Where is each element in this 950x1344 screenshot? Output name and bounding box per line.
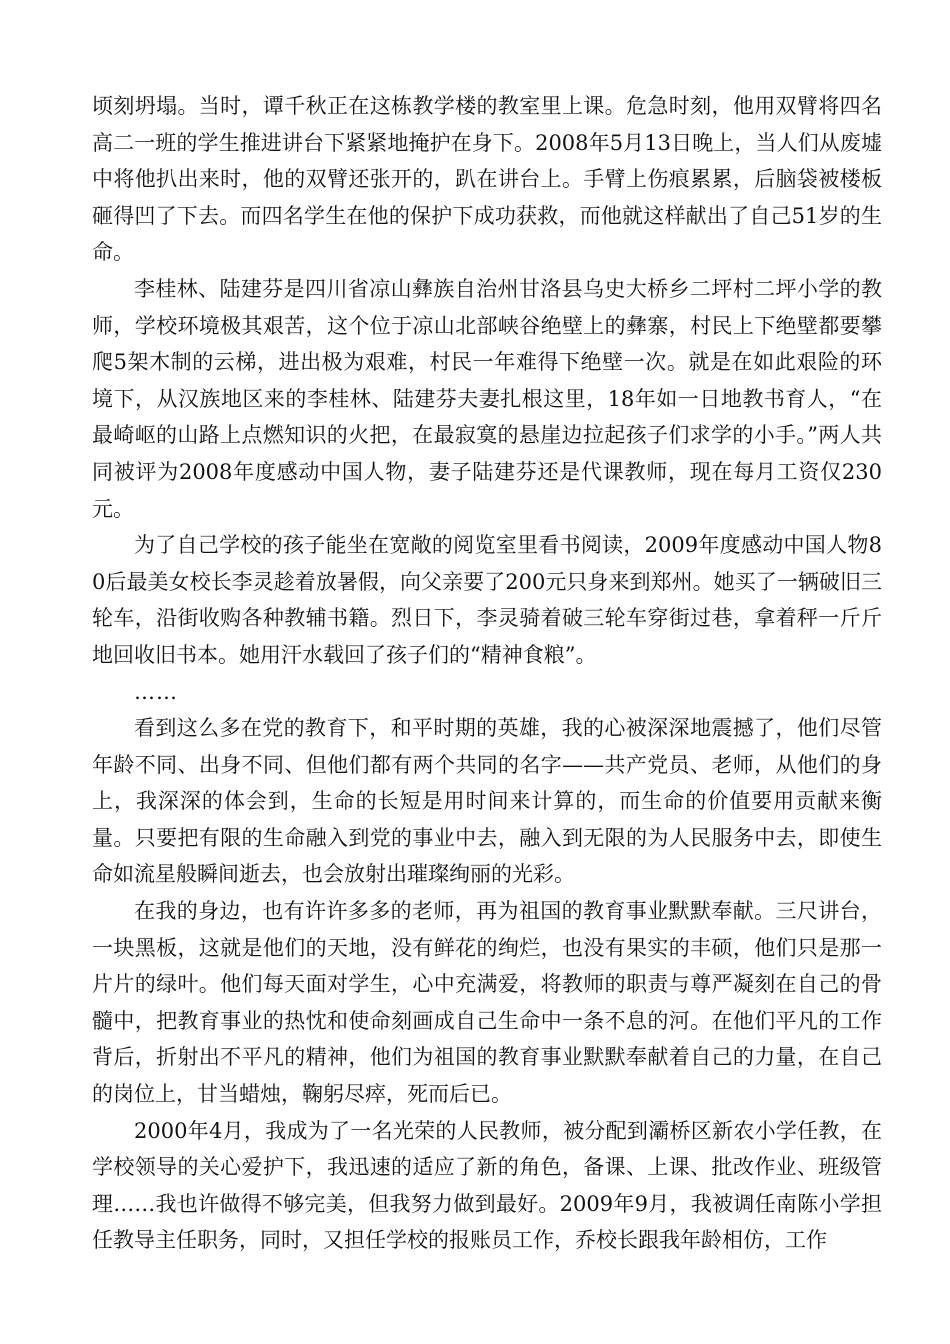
document-body [92, 88, 882, 1259]
paragraph-li-guilin-lu-jianfen: 李桂林、陆建芬是四川省凉山彝族自治州甘洛县乌史大桥乡二坪村二坪小学的教师，学校环境极其艰苦，这个位于凉山北部峡谷绝壁上的彝寨，村民上下绝壁都要攀爬5架木制的云梯，进出极为艰难，村民一年难得下绝壁一次。就是在如此艰险的环境下，从汉族地区来的李桂林、陆建芬夫妻扎根这里，18年如一日地教书育人，“在最崎岖的山路上点燃知识的火把，在最寂寞的悬崖边拉起孩子们求学的小手。”两人共同被评为2008年度感动中国人物，妻子陆建芬还是代课教师，现在每月工资仅230元。 [92, 276, 882, 521]
paragraph-ellipsis: …… [134, 679, 178, 704]
paragraph-li-ling: 为了自己学校的孩子能坐在宽敞的阅览室里看书阅读，2009年度感动中国人物80后最美女校长李灵趁着放暑假，向父亲要了200元只身来到郑州。她买了一辆破旧三轮车，沿街收购各种教辅书籍。烈日下，李灵骑着破三轮车穿街过巷，拿着秤一斤斤地回收旧书本。她用汗水载回了孩子们的“精神食粮”。 [92, 533, 882, 667]
paragraph-personal-career: 2000年4月，我成为了一名光荣的人民教师，被分配到灞桥区新农小学任教，在学校领导的关心爱护下，我迅速的适应了新的角色，备课、上课、批改作业、班级管理……我也许做得不够完美，但我努力做到最好。2009年9月，我被调任南陈小学担任教导主任职务，同时，又担任学校的报账员工作，乔校长跟我年龄相仿，工作 [92, 1118, 882, 1253]
paragraph-reflection: 看到这么多在党的教育下，和平时期的英雄，我的心被深深地震撼了，他们尽管年龄不同、出身不同、但他们都有两个共同的名字——共产党员、老师，从他们的身上，我深深的体会到，生命的长短是用时间来计算的，而生命的价值要用贡献来衡量。只要把有限的生命融入到党的事业中去，融入到无限的为人民服务中去，即使生命如流星般瞬间逝去，也会放射出璀璨绚丽的光彩。 [92, 716, 882, 887]
paragraph-teachers-around-me: 在我的身边，也有许许多多的老师，再为祖国的教育事业默默奉献。三尺讲台，一块黑板，这就是他们的天地，没有鲜花的绚烂，也没有果实的丰硕，他们只是那一片片的绿叶。他们每天面对学生，心中充满爱，将教师的职责与尊严凝刻在自己的骨髓中，把教育事业的热忱和使命刻画成自己生命中一条不息的河。在他们平凡的工作背后，折射出不平凡的精神，他们为祖国的教育事业默默奉献着自己的力量，在自己的岗位上，甘当蜡烛，鞠躬尽瘁，死而后已。 [92, 899, 882, 1107]
paragraph-tan-qianqiu: 顷刻坍塌。当时，谭千秋正在这栋教学楼的教室里上课。危急时刻，他用双臂将四名高二一班的学生推进讲台下紧紧地掩护在身下。2008年5月13日晚上，当人们从废墟中将他扒出来时，他的双臂还张开的，趴在讲台上。手臂上伤痕累累，后脑袋被楼板砸得凹了下去。而四名学生在他的保护下成功获救，而他就这样献出了自己51岁的生命。 [92, 94, 882, 265]
